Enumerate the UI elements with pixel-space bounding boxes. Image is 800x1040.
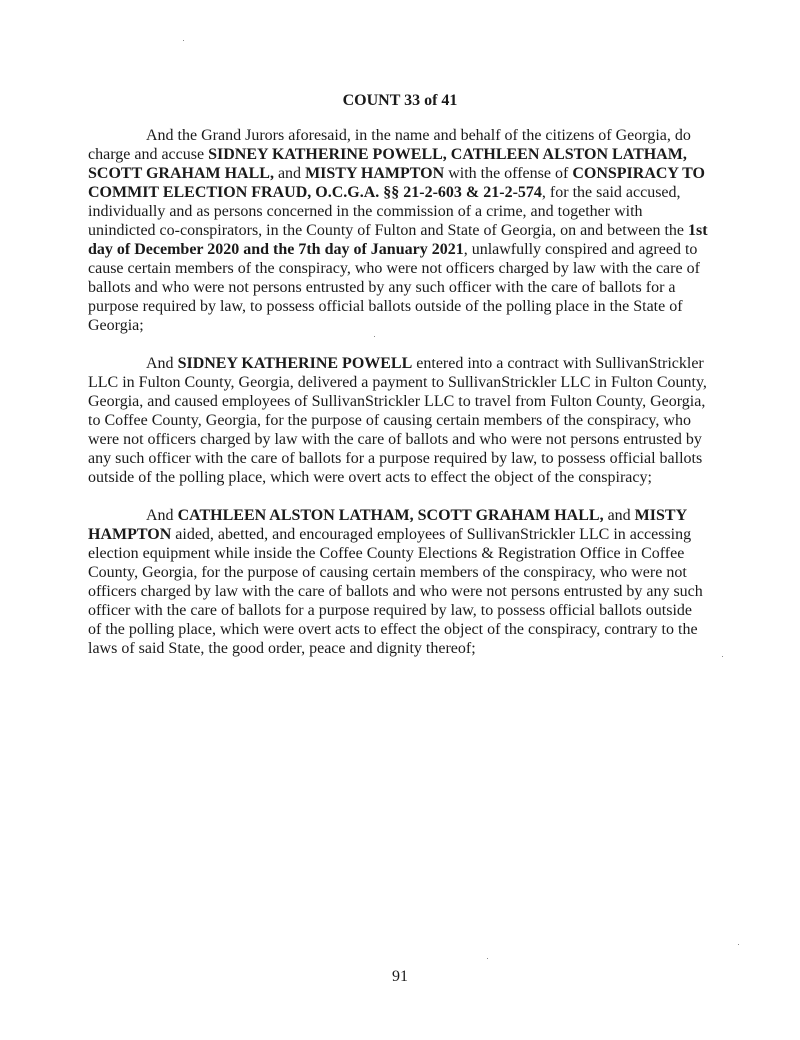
text-run: and xyxy=(603,507,635,524)
scan-speck xyxy=(722,656,723,657)
scan-speck xyxy=(738,944,739,945)
text-run: And xyxy=(146,355,178,372)
paragraph-powell-overt-act xyxy=(88,354,708,487)
paragraph-charge xyxy=(88,126,708,335)
page-number: 91 xyxy=(392,968,408,985)
text-run: with the offense of xyxy=(444,165,573,182)
text-run: , for the said accused, individually and as persons concerned in the commission of a crime, and together with unindicted co-conspirators, in the County of Fulton and State of Georgia, on and between the xyxy=(88,184,689,239)
text-run: And xyxy=(146,507,178,524)
bold-text-run: 1st day of December 2020 and the 7th day of January 2021 xyxy=(88,222,708,258)
text-run: And the Grand Jurors aforesaid, in the name and behalf of the citizens of Georgia, do charge and accuse xyxy=(88,127,691,163)
count-heading: COUNT 33 of 41 xyxy=(342,92,458,109)
text-run: aided, abetted, and encouraged employees of SullivanStrickler LLC in accessing election equipment while inside the Coffee County Elections & Registration Office in Coffee County, Georgia, for the purpose of causing certain members of the conspiracy, who were not officers charged by law with the care of ballots and who were not persons entrusted by any such officer with the care of ballots for a purpose required by law, to possess official ballots outside of the polling place, which were overt acts to effect the object of the conspiracy, contrary to the laws of said State, the good order, peace and dignity thereof; xyxy=(88,526,703,657)
text-run: entered into a contract with SullivanStrickler LLC in Fulton County, Georgia, delivered a payment to SullivanStrickler LLC in Fulton County, Georgia, and caused employees of SullivanStrickler LLC to travel from Fulton County, Georgia, to Coffee County, Georgia, for the purpose of causing certain members of the conspiracy, who were not officers charged by law with the care of ballots and who were not persons entrusted by any such officer with the care of ballots for a purpose required by law, to possess official ballots outside of the polling place, which were overt acts to effect the object of the conspiracy; xyxy=(88,355,707,486)
text-run: , unlawfully conspired and agreed to cause certain members of the conspiracy, who were not officers charged by law with the care of ballots and who were not persons entrusted by any such officer with the care of ballots for a purpose required by law, to possess official ballots outside of the polling place in the State of Georgia; xyxy=(88,241,700,334)
scan-speck xyxy=(183,40,184,41)
bold-text-run: CONSPIRACY TO COMMIT ELECTION FRAUD, O.C.G.A. §§ 21-2-603 & 21-2-574 xyxy=(88,165,705,201)
bold-text-run: MISTY HAMPTON xyxy=(88,507,687,543)
text-run: and xyxy=(273,165,306,182)
bold-text-run: MISTY HAMPTON xyxy=(305,165,445,182)
document-body xyxy=(88,126,708,677)
bold-text-run: CATHLEEN ALSTON LATHAM, SCOTT GRAHAM HALL, xyxy=(177,507,604,524)
bold-text-run: SIDNEY KATHERINE POWELL, CATHLEEN ALSTON LATHAM, SCOTT GRAHAM HALL, xyxy=(88,146,687,182)
paragraph-latham-hall-hampton-overt-act xyxy=(88,506,708,658)
scan-speck xyxy=(374,336,375,337)
bold-text-run: SIDNEY KATHERINE POWELL xyxy=(177,355,413,372)
scan-speck xyxy=(487,958,488,959)
